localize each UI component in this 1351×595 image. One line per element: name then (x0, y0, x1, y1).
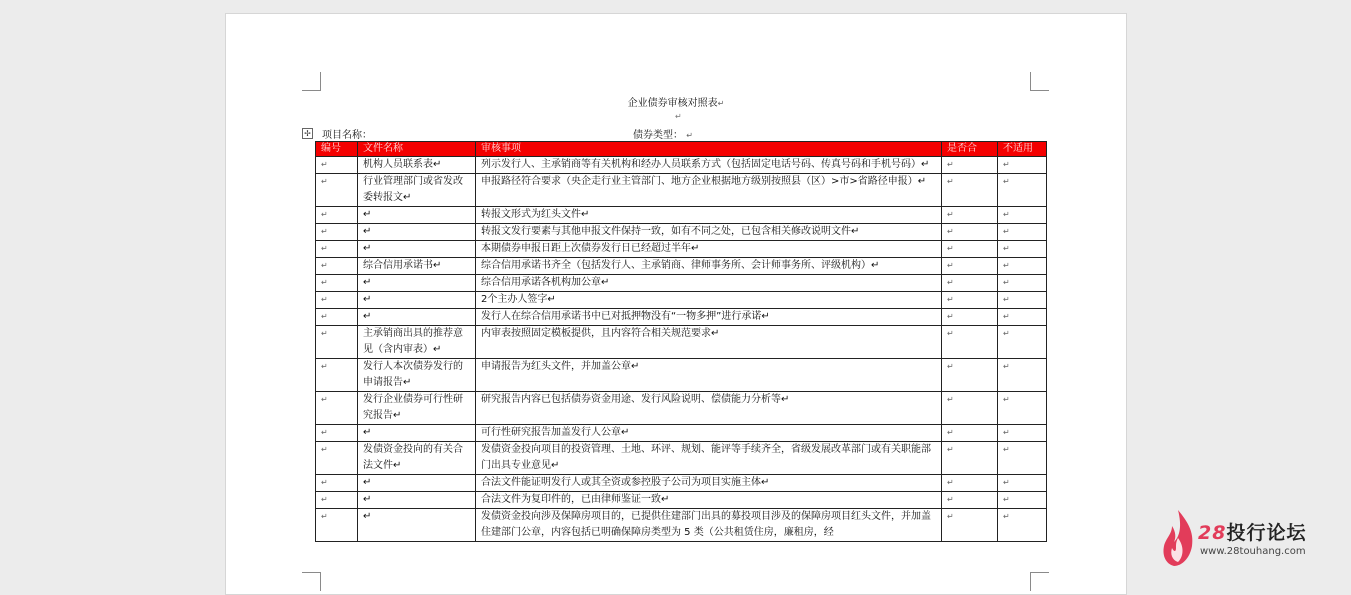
cell-not-applicable[interactable]: ↵ (998, 425, 1047, 442)
table-row (316, 425, 1047, 442)
cell-number[interactable]: ↵ (316, 475, 358, 492)
cell-review-item[interactable]: 本期债券申报日距上次债券发行日已经超过半年↵ (476, 241, 942, 258)
header-number: 编号 (316, 142, 358, 157)
cell-file-name[interactable]: ↵ (358, 425, 476, 442)
cell-file-name[interactable]: 行业管理部门或省发改委转报文↵ (358, 174, 476, 207)
cell-not-applicable[interactable]: ↵ (998, 326, 1047, 359)
header-file-name: 文件名称 (358, 142, 476, 157)
cell-number[interactable]: ↵ (316, 241, 358, 258)
table-row (316, 275, 1047, 292)
cell-compliant[interactable]: ↵ (942, 258, 998, 275)
table-row (316, 241, 1047, 258)
cell-not-applicable[interactable]: ↵ (998, 392, 1047, 425)
cell-not-applicable[interactable]: ↵ (998, 309, 1047, 326)
cell-not-applicable[interactable]: ↵ (998, 509, 1047, 542)
table-row (316, 492, 1047, 509)
cell-review-item[interactable]: 发债资金投向项目的投资管理、土地、环评、规划、能评等手续齐全，省级发展改革部门或有关职能部门出具专业意见↵ (476, 442, 942, 475)
table-move-handle-icon[interactable]: ✢ (302, 128, 313, 139)
cell-not-applicable[interactable]: ↵ (998, 275, 1047, 292)
cell-file-name[interactable]: 综合信用承诺书↵ (358, 258, 476, 275)
cell-file-name[interactable]: 发债资金投向的有关合法文件↵ (358, 442, 476, 475)
cell-number[interactable]: ↵ (316, 292, 358, 309)
cell-review-item[interactable]: 研究报告内容已包括债券资金用途、发行风险说明、偿债能力分析等↵ (476, 392, 942, 425)
bond-type-label: 债券类型： ↵ (633, 130, 693, 141)
table-row (316, 392, 1047, 425)
header-review-item: 审核事项 (476, 142, 942, 157)
cell-not-applicable[interactable]: ↵ (998, 492, 1047, 509)
cell-number[interactable]: ↵ (316, 326, 358, 359)
cell-file-name[interactable]: ↵ (358, 224, 476, 241)
cell-number[interactable]: ↵ (316, 224, 358, 241)
cell-compliant[interactable]: ↵ (942, 309, 998, 326)
table-row (316, 309, 1047, 326)
cell-compliant[interactable]: ↵ (942, 241, 998, 258)
header-compliant: 是否合 (942, 142, 998, 157)
cell-number[interactable]: ↵ (316, 157, 358, 174)
table-row (316, 359, 1047, 392)
cell-file-name[interactable]: ↵ (358, 475, 476, 492)
cell-review-item[interactable]: 合法文件为复印件的，已由律师鉴证一致↵ (476, 492, 942, 509)
cell-file-name[interactable]: ↵ (358, 207, 476, 224)
cell-not-applicable[interactable]: ↵ (998, 442, 1047, 475)
crop-mark-top-left (302, 72, 321, 91)
cell-not-applicable[interactable]: ↵ (998, 224, 1047, 241)
cell-review-item[interactable]: 转报文发行要素与其他申报文件保持一致，如有不同之处，已包含相关修改说明文件↵ (476, 224, 942, 241)
cell-not-applicable[interactable]: ↵ (998, 157, 1047, 174)
cell-not-applicable[interactable]: ↵ (998, 207, 1047, 224)
cell-compliant[interactable]: ↵ (942, 392, 998, 425)
table-row (316, 207, 1047, 224)
cell-compliant[interactable]: ↵ (942, 492, 998, 509)
cell-review-item[interactable]: 发债资金投向涉及保障房项目的，已提供住建部门出具的募投项目涉及的保障房项目红头文件，并加盖住建部门公章，内容包括已明确保障房类型为 5 类（公共租赁住房，廉租房，经 (476, 509, 942, 542)
cell-review-item[interactable]: 列示发行人、主承销商等有关机构和经办人员联系方式（包括固定电话号码、传真号码和手机号码）↵ (476, 157, 942, 174)
crop-mark-top-right (1030, 72, 1049, 91)
header-not-applicable: 不适用 (998, 142, 1047, 157)
document-title (226, 94, 1126, 109)
cell-compliant[interactable]: ↵ (942, 157, 998, 174)
cell-review-item[interactable]: 内审表按照固定模板提供，且内容符合相关规范要求↵ (476, 326, 942, 359)
cell-file-name[interactable]: ↵ (358, 492, 476, 509)
cell-number[interactable]: ↵ (316, 275, 358, 292)
cell-compliant[interactable]: ↵ (942, 326, 998, 359)
cell-not-applicable[interactable]: ↵ (998, 359, 1047, 392)
cell-compliant[interactable]: ↵ (942, 224, 998, 241)
title-text: 企业债券审核对照表 (627, 98, 718, 109)
flame-icon (1158, 508, 1198, 568)
cell-number[interactable]: ↵ (316, 309, 358, 326)
cell-file-name[interactable]: ↵ (358, 275, 476, 292)
cell-compliant[interactable]: ↵ (942, 475, 998, 492)
brand-logo[interactable] (1158, 508, 1348, 574)
table-header-row (316, 142, 1047, 157)
table-row (316, 442, 1047, 475)
table-row (316, 174, 1047, 207)
cell-review-item[interactable]: 申请报告为红头文件，并加盖公章↵ (476, 359, 942, 392)
cell-review-item[interactable]: 综合信用承诺书齐全（包括发行人、主承销商、律师事务所、会计师事务所、评级机构）↵ (476, 258, 942, 275)
cell-review-item[interactable]: 综合信用承诺各机构加公章↵ (476, 275, 942, 292)
cell-file-name[interactable]: ↵ (358, 241, 476, 258)
project-name-label: 项目名称： (322, 130, 372, 141)
cell-compliant[interactable]: ↵ (942, 207, 998, 224)
cell-file-name[interactable]: 主承销商出具的推荐意见（含内审表）↵ (358, 326, 476, 359)
cell-review-item[interactable]: 申报路径符合要求（央企走行业主管部门、地方企业根据地方级别按照县（区）>市>省路径申报）↵ (476, 174, 942, 207)
cell-file-name[interactable]: ↵ (358, 292, 476, 309)
cell-number[interactable]: ↵ (316, 174, 358, 207)
table-row (316, 326, 1047, 359)
cell-file-name[interactable]: 机构人员联系表↵ (358, 157, 476, 174)
cell-number[interactable]: ↵ (316, 359, 358, 392)
review-table (315, 141, 1047, 542)
cell-not-applicable[interactable]: ↵ (998, 258, 1047, 275)
cell-number[interactable]: ↵ (316, 442, 358, 475)
cell-review-item[interactable]: 可行性研究报告加盖发行人公章↵ (476, 425, 942, 442)
cell-review-item[interactable]: 转报文形式为红头文件↵ (476, 207, 942, 224)
cell-review-item[interactable]: 2个主办人签字↵ (476, 292, 942, 309)
cell-number[interactable]: ↵ (316, 258, 358, 275)
cell-file-name[interactable]: ↵ (358, 309, 476, 326)
brand-url: www.28touhang.com (1200, 546, 1306, 557)
cell-not-applicable[interactable]: ↵ (998, 475, 1047, 492)
table-row (316, 475, 1047, 492)
title-paragraph-mark: ↵ (717, 99, 725, 108)
cell-compliant[interactable]: ↵ (942, 292, 998, 309)
table-row (316, 157, 1047, 174)
table-row (316, 509, 1047, 542)
cell-compliant[interactable]: ↵ (942, 425, 998, 442)
cell-compliant[interactable]: ↵ (942, 509, 998, 542)
cell-file-name[interactable]: 发行企业债券可行性研究报告↵ (358, 392, 476, 425)
cell-file-name[interactable]: ↵ (358, 509, 476, 542)
brand-name: 28投行论坛 (1198, 522, 1307, 544)
table-row (316, 224, 1047, 241)
cell-number[interactable]: ↵ (316, 509, 358, 542)
cell-not-applicable[interactable]: ↵ (998, 174, 1047, 207)
cell-number[interactable]: ↵ (316, 392, 358, 425)
cell-number[interactable]: ↵ (316, 207, 358, 224)
cell-compliant[interactable]: ↵ (942, 442, 998, 475)
cell-not-applicable[interactable]: ↵ (998, 241, 1047, 258)
cell-number[interactable]: ↵ (316, 425, 358, 442)
table-row (316, 292, 1047, 309)
table-row (316, 258, 1047, 275)
cell-file-name[interactable]: 发行人本次债券发行的申请报告↵ (358, 359, 476, 392)
cell-compliant[interactable]: ↵ (942, 275, 998, 292)
paragraph-mark: ↵ (675, 112, 682, 121)
cell-number[interactable]: ↵ (316, 492, 358, 509)
document-page (225, 13, 1127, 595)
cell-not-applicable[interactable]: ↵ (998, 292, 1047, 309)
cell-compliant[interactable]: ↵ (942, 359, 998, 392)
cell-compliant[interactable]: ↵ (942, 174, 998, 207)
cell-review-item[interactable]: 发行人在综合信用承诺书中已对抵押物没有“一物多押”进行承诺↵ (476, 309, 942, 326)
cell-review-item[interactable]: 合法文件能证明发行人或其全资或参控股子公司为项目实施主体↵ (476, 475, 942, 492)
